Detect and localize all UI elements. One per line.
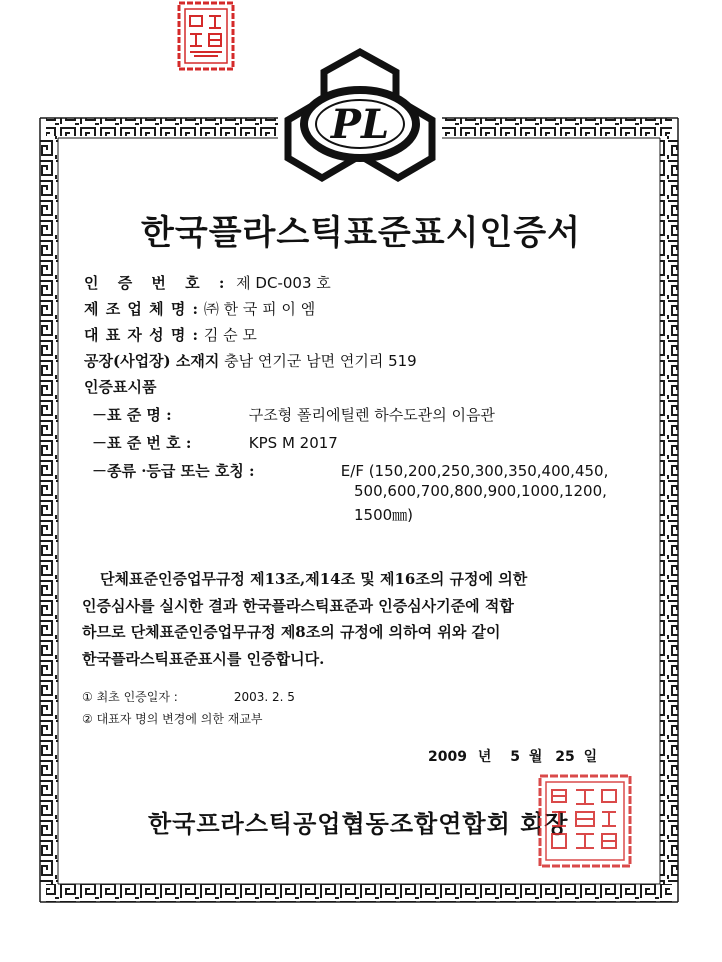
grade-value-line3-row [354,504,413,525]
note1-label: ① 최초 인증일자 : [82,690,178,704]
grade-value-line2: 500,600,700,800,900,1000,1200, [354,482,607,500]
issuer-seal-stamp [536,772,634,870]
issue-year-unit: 년 [477,749,492,765]
representative-row [84,324,257,345]
note-first-certification [82,686,295,708]
top-seal-stamp [176,0,236,72]
factory-label: 공장(사업장) 소재지 [84,352,220,370]
representative-label: 대 표 자 성 명 : [84,326,200,344]
maker-row [84,298,315,319]
note-reissue: ② 대표자 명의 변경에 의한 재교부 [82,712,263,726]
pl-logo [282,46,438,184]
product-header-row [84,376,156,397]
standard-name-label: －표 준 명 : [92,406,172,424]
cert-number-label: 인 증 번 호 : [84,274,232,292]
standard-number-row [92,432,338,453]
standard-name-row [92,404,495,425]
grade-value-line2-row [354,482,607,500]
certificate-title: 한국플라스틱표준표시인증서 [141,213,581,253]
standard-number-value: KPS M 2017 [248,434,338,452]
factory-row [84,350,417,371]
notes [82,686,295,730]
cert-number-row [84,272,331,293]
standard-name-value: 구조형 폴리에틸렌 하수도관의 이음관 [248,406,495,424]
issue-date [428,746,597,766]
issue-month-unit: 월 [528,749,543,765]
factory-value: 충남 연기군 남면 연기리 519 [224,352,417,370]
issue-day: 25 [555,749,575,765]
cert-number-value: 제 DC-003 호 [236,274,331,292]
issue-year: 2009 [428,749,467,765]
issue-month: 5 [510,749,520,765]
product-header: 인증표시품 [84,378,157,396]
statement-line-1: 단체표준인증업무규정 제13조,제14조 및 제16조의 규정에 의한 [100,570,528,588]
certification-statement [82,566,642,672]
statement-line-2: 인증심사를 실시한 결과 한국플라스틱표준과 인증심사기준에 적합 [82,596,514,615]
note1-value: 2003. 2. 5 [233,690,295,704]
maker-value: ㈜ 한 국 피 이 엠 [203,300,316,318]
statement-line-4: 한국플라스틱표준표시를 인증합니다. [82,649,325,668]
grade-row [92,460,608,481]
statement-line-3: 하므로 단체표준인증업무규정 제8조의 규정에 의하여 위와 같이 [82,623,501,641]
grade-label: －종류 ·등급 또는 호칭 : [92,462,255,480]
maker-label: 제 조 업 체 명 : [84,300,200,318]
issue-day-unit: 일 [583,749,598,765]
logo-letters: PL [330,101,390,148]
standard-number-label: －표 준 번 호 : [92,434,192,452]
issuer-name: 한국프라스틱공업협동조합연합회 회장 [148,809,569,838]
grade-value-line1: E/F (150,200,250,300,350,400,450, [340,462,609,480]
grade-value-line3: 1500㎜) [354,506,414,524]
representative-value: 김 순 모 [203,326,257,344]
